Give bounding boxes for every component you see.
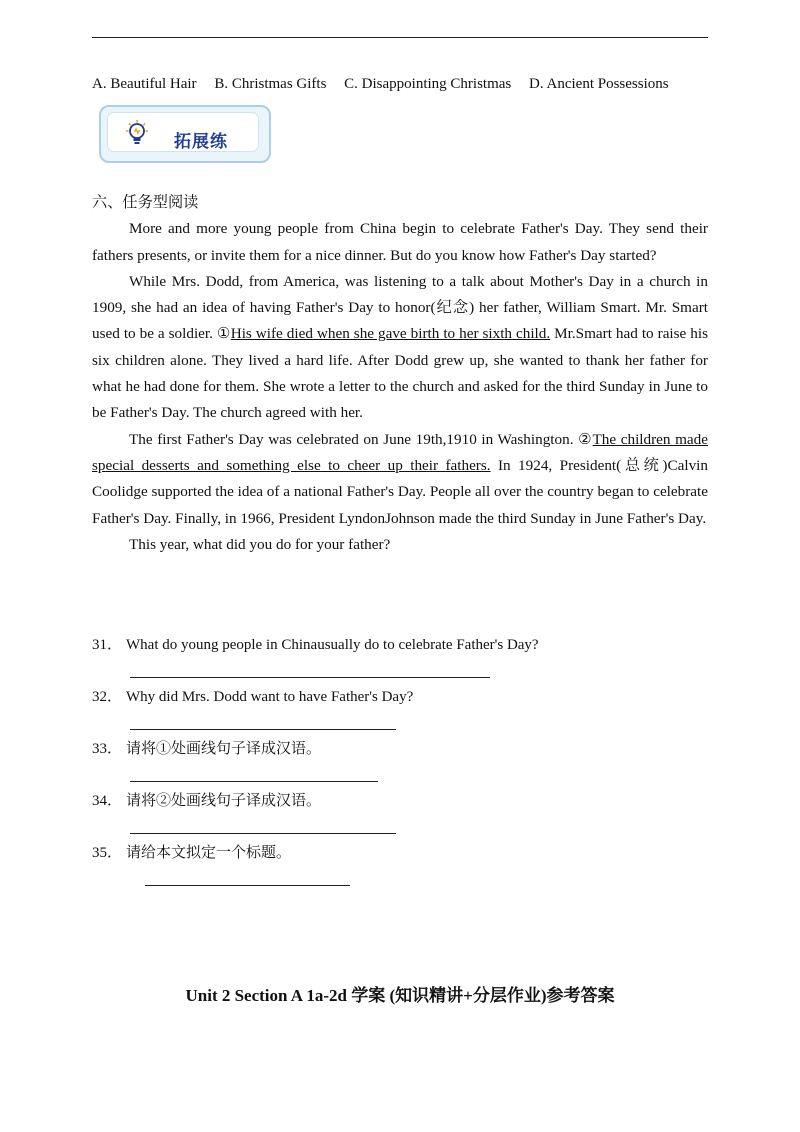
question-number: 33． [92,741,123,757]
question-31 [92,634,708,656]
paragraph-3-text-start: The first Father's Day was celebrated on June 19th,1910 in Washington. ② [129,430,593,448]
answer-line-33[interactable] [130,781,378,782]
question-35 [92,842,708,864]
answer-options [92,76,712,93]
question-text: 请将①处画线句子译成汉语。 [126,741,322,757]
paragraph-2-text-end: Mr.Smart had to raise his six children alone. They lived a hard life. After Dodd grew up, she wanted to thank her father for what he had done for them. She wrote a letter to the church and asked for the third Sunday in June to be Father's Day. The church agreed with her. [92,325,709,422]
paragraph-2-text-start: While Mrs. Dodd, from America, was listening to a talk about Mother's Day in a church in 1909, she had an idea of having Father's Day to honor(纪念) her father, William Smart. Mr. Smart used to be a soldier. ① [92,272,708,343]
extension-practice-badge [99,105,269,161]
paragraph-3-text-end: In 1924, President(总统)Calvin Coolidge supported the idea of a national Father's Day. People all over the country began to celebrate Father's Day. Finally, in 1966, President LyndonJohnson made the third Sunday in June Father's Day. [92,456,708,527]
question-number: 31． [92,637,123,653]
passage-paragraph-1: More and more young people from China begin to celebrate Father's Day. They send their fathers presents, or invite them for a nice dinner. But do you know how Father's Day started? [92,220,708,264]
passage-paragraph-3 [92,427,708,532]
question-34 [92,790,708,812]
section-heading: 六、任务型阅读 [92,194,199,211]
question-number: 35． [92,845,123,861]
answer-key-title: Unit 2 Section A 1a-2d 学案 (知识精讲+分层作业)参考答案 [185,986,615,1005]
underlined-sentence-2: The children made special desserts and something else to cheer up their fathers. [92,430,708,474]
question-text: What do young people in Chinausually do to celebrate Father's Day? [126,637,539,653]
question-text: 请将②处画线句子译成汉语。 [126,793,322,809]
reading-section [92,190,708,558]
lightbulb-icon [122,119,152,149]
answer-line-35[interactable] [145,885,350,886]
badge-panel [107,112,259,152]
question-number: 34． [92,793,123,809]
top-rule [92,37,708,38]
passage-paragraph-2 [92,269,708,427]
option-a: A. Beautiful Hair [92,76,197,92]
passage-paragraph-4: This year, what did you do for your father? [129,535,391,553]
question-text: Why did Mrs. Dodd want to have Father's Day? [126,689,414,705]
question-32 [92,686,708,708]
badge-label: 拓展练 [174,132,228,152]
question-33 [92,738,708,760]
underlined-sentence-1: His wife died when she gave birth to her sixth child. [230,325,551,343]
answer-line-31[interactable] [130,677,490,678]
option-c: C. Disappointing Christmas [344,76,512,92]
question-text: 请给本文拟定一个标题。 [126,845,292,861]
question-number: 32． [92,689,123,705]
answer-line-32[interactable] [130,729,396,730]
option-d: D. Ancient Possessions [529,76,669,92]
option-b: B. Christmas Gifts [214,76,327,92]
answer-line-34[interactable] [130,833,396,834]
